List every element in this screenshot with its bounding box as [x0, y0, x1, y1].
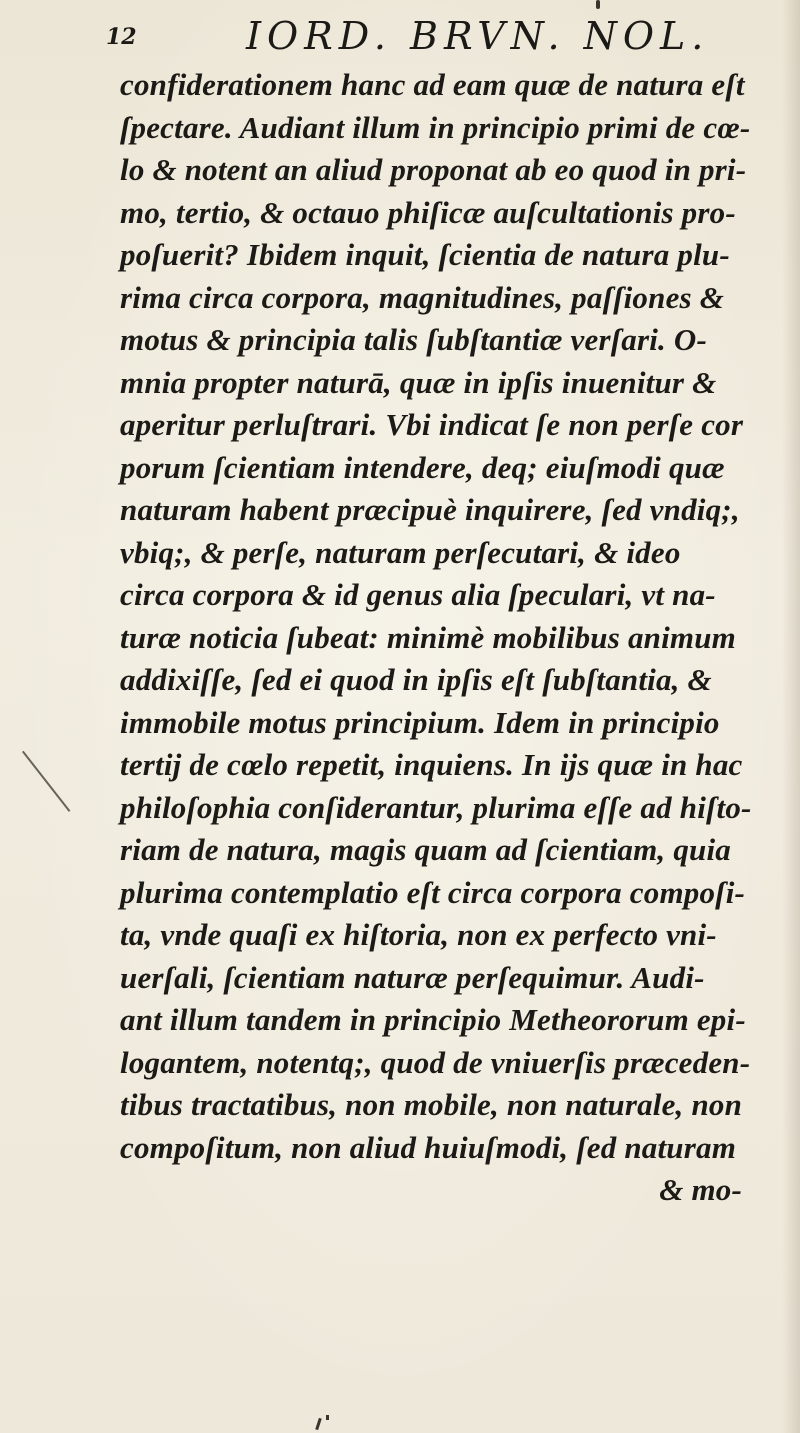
text-line: philoſophia conſiderantur, plurima eſſe ad hiſto-: [120, 789, 752, 825]
bottom-ink-dot: [326, 1415, 329, 1420]
text-line: ant illum tandem in principio Metheororum epi-: [120, 1002, 746, 1037]
text-line: uerſali, ſcientiam naturæ perſequimur. Audi-: [120, 959, 705, 995]
text-line: poſuerit? Ibidem inquit, ſcientia de natura plu-: [120, 237, 730, 272]
text-line: compoſitum, non aliud huiuſmodi, ſed naturam: [120, 1129, 737, 1165]
running-head-title: IORD. BRVN. NOL.: [246, 14, 710, 58]
text-line: addixiſſe, ſed ei quod in ipſis eſt ſubſtantia, &: [120, 662, 712, 697]
body-text: [120, 64, 796, 1212]
text-line: lo & notent an aliud proponat ab eo quod in pri-: [120, 152, 747, 187]
page-number: 12: [106, 24, 137, 50]
text-line: immobile motus principium. Idem in principio: [120, 704, 720, 740]
text-line: riam de natura, magis quam ad ſcientiam, quia: [120, 832, 731, 867]
bottom-ink-mark: [315, 1418, 322, 1430]
text-line: ta, vnde quaſi ex hiſtoria, non ex perfecto vni-: [120, 917, 717, 952]
text-line: motus & principia talis ſubſtantiæ verſari. O-: [120, 322, 708, 357]
text-line: logantem, notentq;, quod de vniuerſis præceden-: [120, 1044, 751, 1080]
text-line: mo, tertio, & octauo phiſicæ auſcultationis pro-: [120, 194, 736, 230]
text-line: aperitur perluſtrari. Vbi indicat ſe non perſe cor: [120, 407, 744, 442]
text-line: confiderationem hanc ad eam quæ de natura eſt: [120, 67, 745, 102]
text-line: vbiq;, & perſe, naturam perſecutari, & ideo: [120, 534, 681, 570]
text-line: turæ noticia ſubeat: minimè mobilibus animum: [120, 619, 736, 655]
text-line: mnia propter naturā, quæ in ipſis inuenitur &: [120, 364, 717, 400]
text-line: tertij de cœlo repetit, inquiens. In ijs quæ in hac: [120, 747, 743, 782]
text-line: tibus tractatibus, non mobile, non naturale, non: [120, 1087, 743, 1122]
text-line: naturam habent præcipuè inquirere, ſed vndiq;,: [120, 492, 740, 527]
catchword: & mo-: [659, 1172, 742, 1207]
top-ink-mark: [596, 0, 600, 9]
margin-stroke-mark: [22, 751, 70, 812]
text-line: porum ſcientiam intendere, deq; eiuſmodi quæ: [120, 449, 725, 485]
text-line: ſpectare. Audiant illum in principio primi de cœ-: [120, 109, 751, 145]
text-line: circa corpora & id genus alia ſpeculari, vt na-: [120, 577, 716, 612]
text-line: rima circa corpora, magnitudines, paſſiones &: [120, 279, 725, 315]
text-line: plurima contemplatio eſt circa corpora compoſi-: [120, 874, 746, 910]
